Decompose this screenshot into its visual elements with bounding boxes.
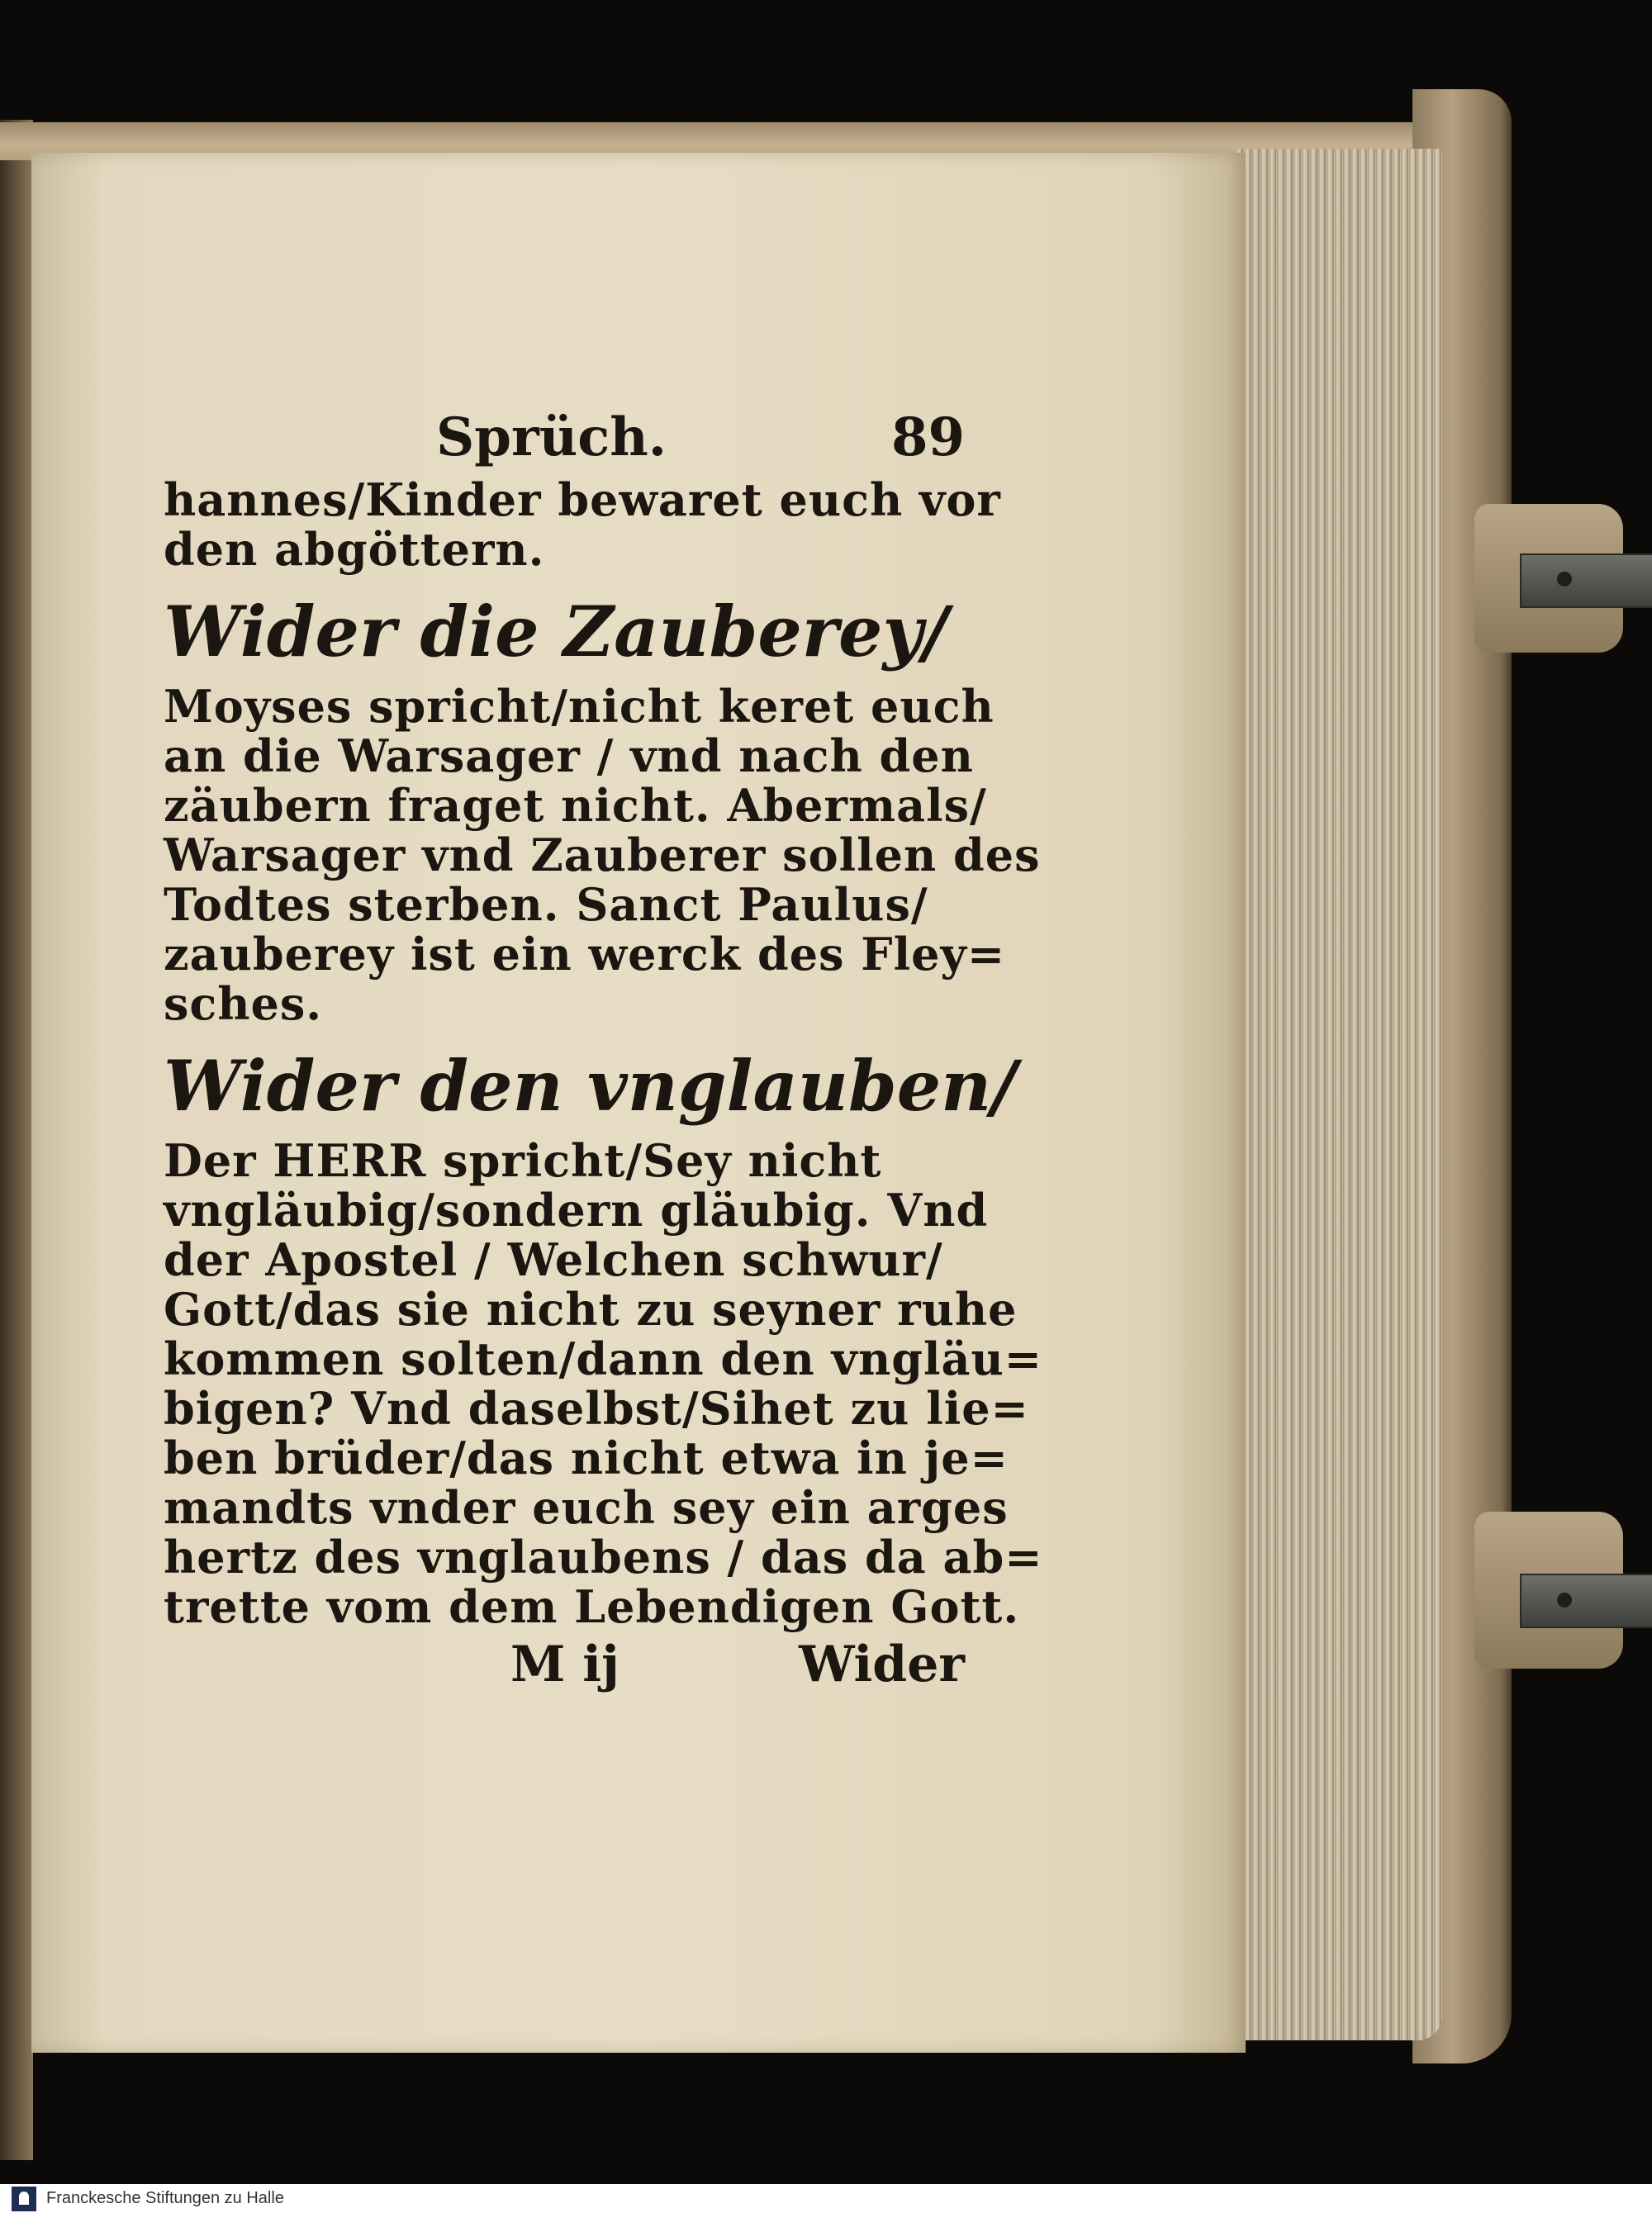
text-line: trette vom dem Lebendigen Gott. xyxy=(164,1580,1020,1633)
book-page xyxy=(31,153,1246,2053)
book-left-cover xyxy=(0,120,33,2160)
viewer-footer xyxy=(0,2184,1652,2213)
rivet-icon xyxy=(1557,572,1572,586)
section-heading-vnglauben: Wider den vnglauben/ xyxy=(164,1045,1017,1127)
page-number: 89 xyxy=(890,406,965,468)
rivet-icon xyxy=(1557,1593,1572,1608)
page-block-edges xyxy=(1236,149,1442,2040)
text-line: Gott/das sie nicht zu seyner ruhe xyxy=(164,1283,1018,1336)
running-head xyxy=(164,401,965,475)
institution-name[interactable]: Franckesche Stiftungen zu Halle xyxy=(46,2189,284,2207)
text-line: hertz des vnglaubens / das da ab= xyxy=(164,1531,1043,1584)
institution-logo-icon xyxy=(12,2187,36,2211)
page-text-block xyxy=(164,401,1043,1698)
text-line: sches. xyxy=(164,977,323,1030)
text-line: an die Warsager / vnd nach den xyxy=(164,729,974,782)
text-line: der Apostel / Welchen schwur/ xyxy=(164,1233,943,1286)
text-line: mandts vnder euch sey ein arges xyxy=(164,1481,1009,1534)
text-line: Warsager vnd Zauberer sollen des xyxy=(164,829,1041,881)
text-line: den abgöttern. xyxy=(164,523,545,576)
catchword: Wider xyxy=(799,1636,965,1693)
text-line: bigen? Vnd daselbst/Sihet zu lie= xyxy=(164,1382,1029,1435)
running-head-title: Sprüch. xyxy=(436,406,667,468)
clasp-bar-bottom-icon xyxy=(1520,1574,1652,1628)
clasp-bar-top-icon xyxy=(1520,553,1652,608)
text-line: Der HERR spricht/Sey nicht xyxy=(164,1134,882,1187)
text-line: Moyses spricht/nicht keret euch xyxy=(164,680,995,733)
text-line: ben brüder/das nicht etwa in je= xyxy=(164,1432,1009,1484)
text-line: Todtes sterben. Sanct Paulus/ xyxy=(164,878,928,931)
text-line: zauberey ist ein werck des Fley= xyxy=(164,928,1006,981)
signature-mark: M ij xyxy=(510,1636,620,1693)
page-footer-line xyxy=(164,1631,965,1698)
text-line: hannes/Kinder bewaret euch vor xyxy=(164,473,1001,526)
section-heading-zauberey: Wider die Zauberey/ xyxy=(164,591,948,672)
text-line: vngläubig/sondern gläubig. Vnd xyxy=(164,1184,989,1237)
text-line: zäubern fraget nicht. Abermals/ xyxy=(164,779,987,832)
text-line: kommen solten/dann den vngläu= xyxy=(164,1332,1042,1385)
